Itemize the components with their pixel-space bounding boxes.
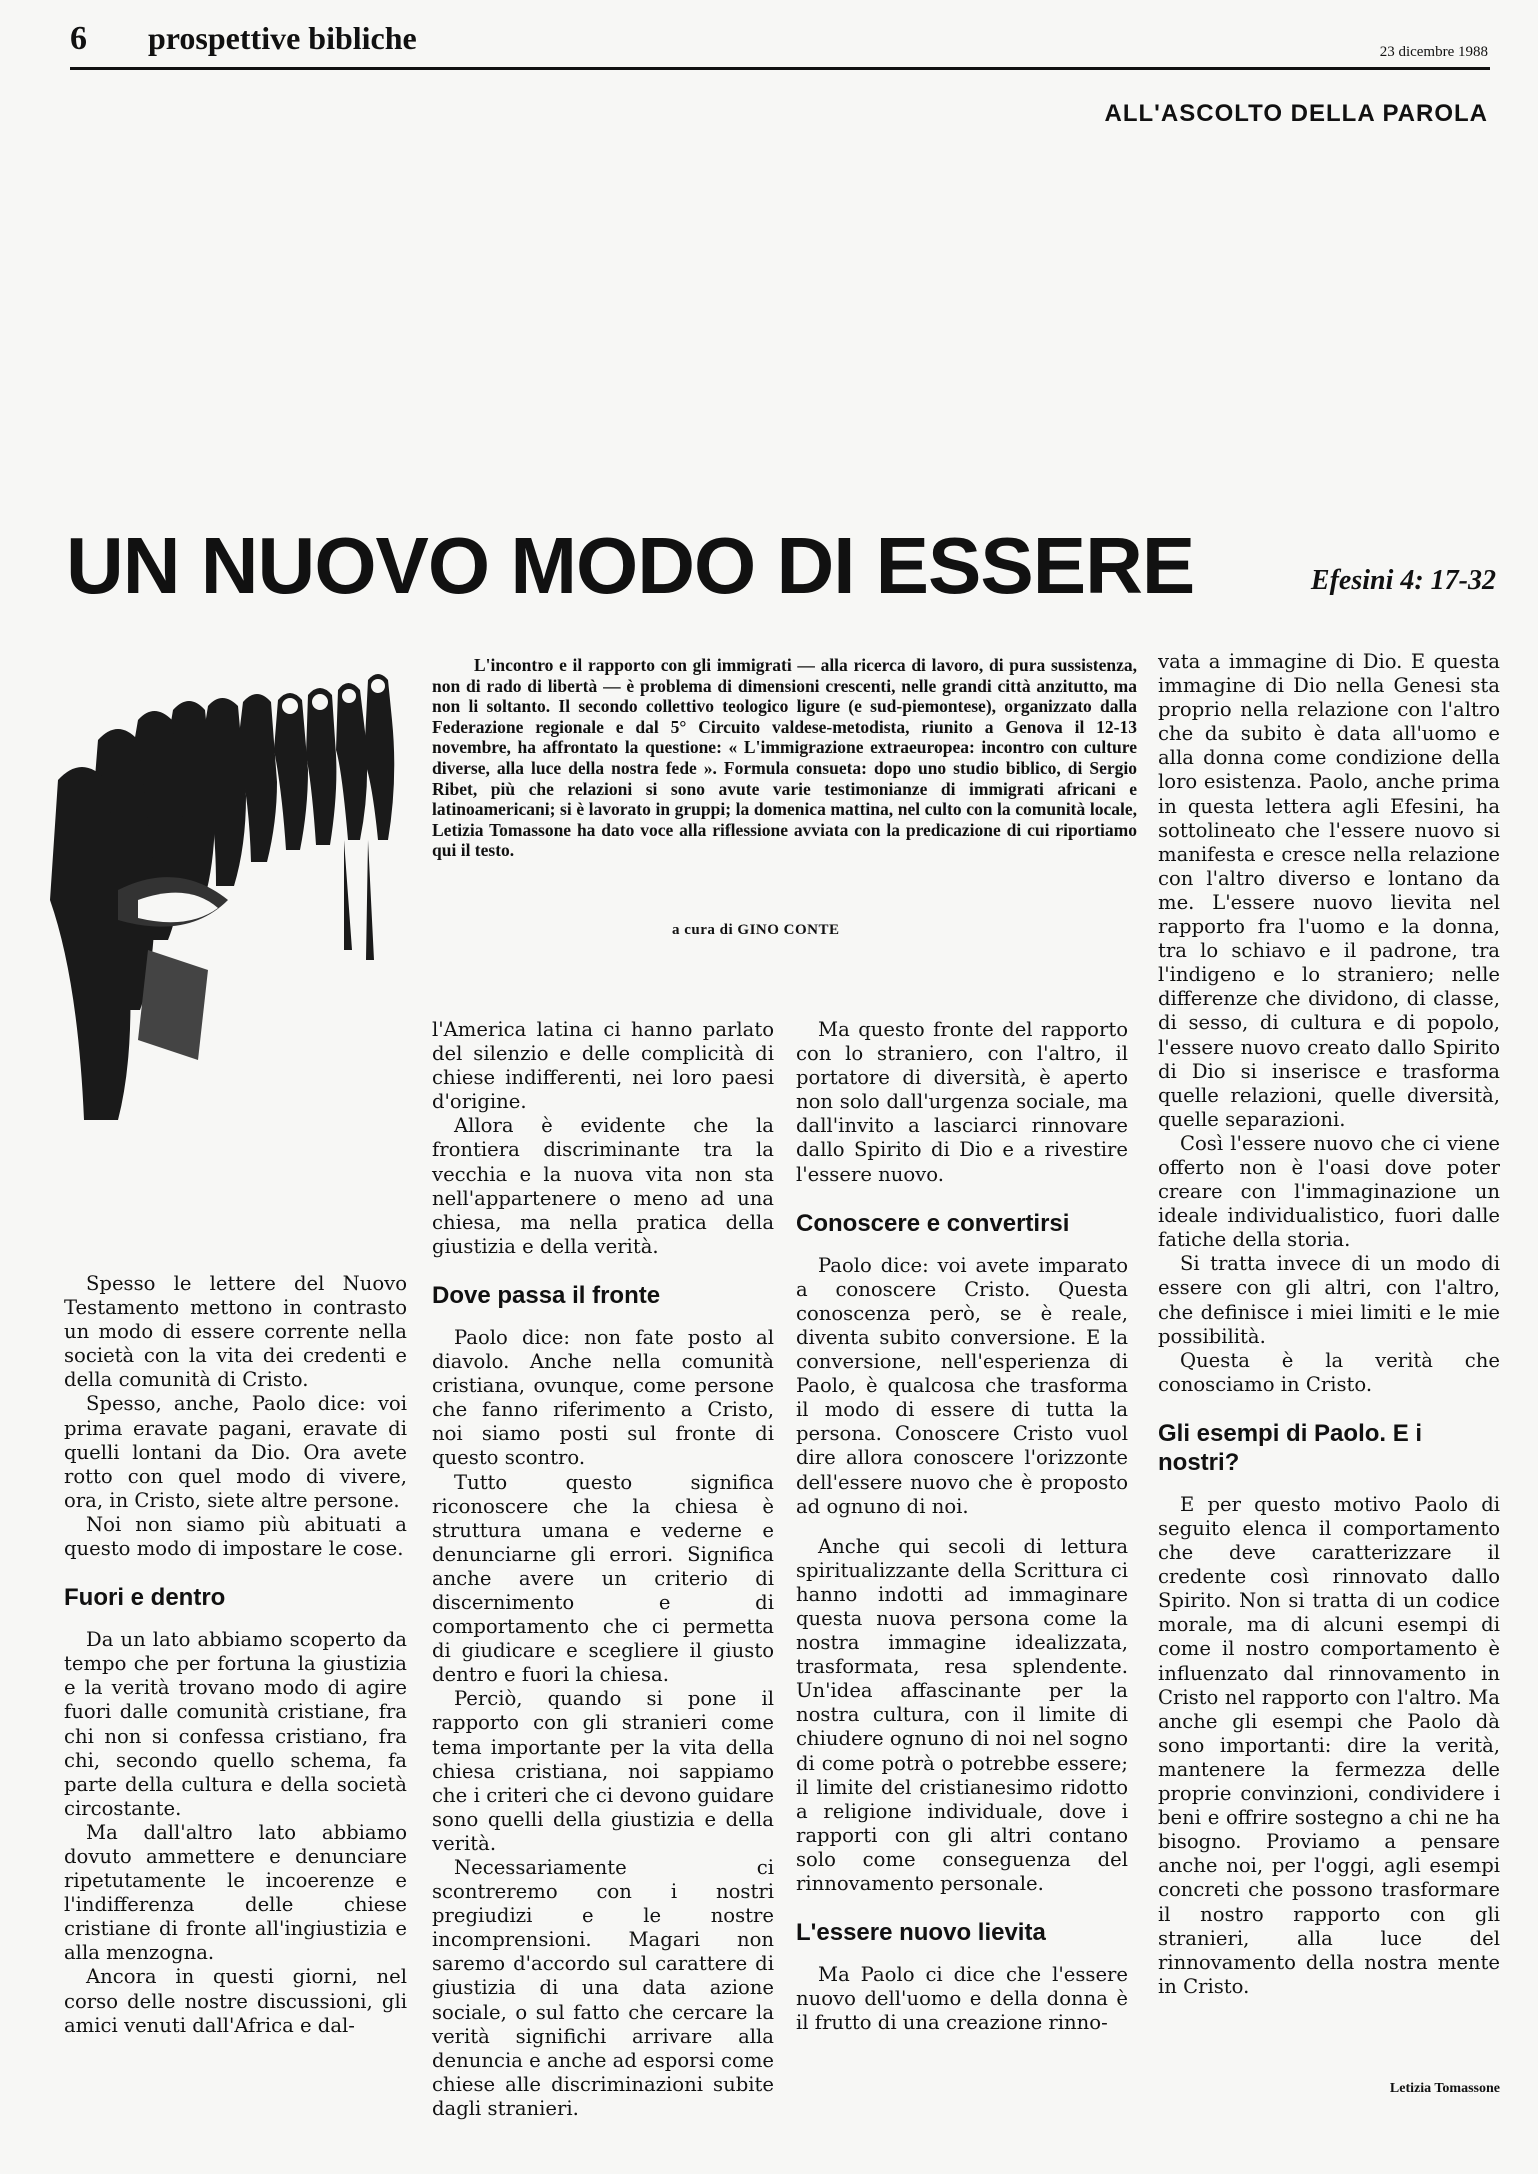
body-paragraph: Questa è la verità che conosciamo in Cristo. xyxy=(1158,1348,1500,1396)
body-paragraph: Spesso le lettere del Nuovo Testamento mettono in contrasto un modo di essere corrente nella società con la vita dei credenti e della comunità di Cristo. xyxy=(64,1272,407,1392)
body-paragraph: vata a immagine di Dio. E questa immagine di Dio nella Genesi sta proprio nella relazione con l'altro che da subito è data all'uomo e alla donna come condizione della loro esistenza. Paolo, anche prima in questa lettera agli Efesini, ha sottolineato che l'essere nuovo si manifesta e cresce nella relazione con l'altro diverso e lontano da me. L'essere nuovo lievita nel rapporto fra l'uomo e la donna, tra lo schiavo e il padrone, tra l'indigeno e lo straniero; nelle differenze che dividono, di classe, di sesso, di cultura e di popolo, l'essere nuovo creato dallo Spirito di Dio si inserisce e trasforma quelle relazioni, quelle diversità, quelle separazioni. xyxy=(1158,650,1500,1131)
body-paragraph: Ancora in questi giorni, nel corso delle nostre discussioni, gli amici venuti dall'Africa e dal- xyxy=(64,1965,407,2037)
body-paragraph: Da un lato abbiamo scoperto da tempo che per fortuna la giustizia e la verità trovano modo di agire fuori dalle comunità cristiane, fra chi non si confessa cristiano, fra chi, secondo quello schema, fa parte della cultura e della società circostante. xyxy=(64,1628,407,1820)
issue-date: 23 dicembre 1988 xyxy=(1379,44,1488,60)
column-2 xyxy=(432,1018,774,2121)
header-rule xyxy=(70,67,1490,70)
body-paragraph: Così l'essere nuovo che ci viene offerto non è l'oasi dove poter creare con l'immaginazione un ideale individualistico, fuori dalle fatiche della storia. xyxy=(1158,1131,1500,1252)
immigrants-queue-illustration xyxy=(38,650,408,1180)
column-4 xyxy=(1158,650,1500,1999)
page-number: 6 xyxy=(70,20,87,57)
body-paragraph: l'America latina ci hanno parlato del silenzio e delle complicità di chiese indifferenti, nei loro paesi d'origine. xyxy=(432,1018,774,1114)
body-paragraph: Si tratta invece di un modo di essere con gli altri, con l'altro, che definisce i miei limiti e le mie possibilità. xyxy=(1158,1252,1500,1348)
subheading-fuori-e-dentro: Fuori e dentro xyxy=(64,1584,226,1612)
body-paragraph: E per questo motivo Paolo di seguito elenca il comportamento che deve caratterizzare il credente così rinnovato dallo Spirito. Non si tratta di un codice morale, ma di alcuni esempi di come il nostro comportamento è influenzato dal rinnovamento in Cristo nel rapporto con l'altro. Ma anche gli esempi che Paolo dà sono importanti: dire la verità, mantenere la fermezza delle proprie convinzioni, condividere i beni e offrire sostegno a chi ne ha bisogno. Proviamo a pensare anche noi, per l'oggi, agli esempi concreti che possono trasformare il nostro rapporto con gli stranieri, alla luce del rinnovamento della nostra mente in Cristo. xyxy=(1158,1492,1500,1998)
body-paragraph: Ma Paolo ci dice che l'essere nuovo dell'uomo e della donna è il frutto di una creazione rinno- xyxy=(796,1963,1128,2035)
body-paragraph: Perciò, quando si pone il rapporto con gli stranieri come tema importante per la vita della chiesa cristiana, noi sappiamo che i criteri che ci devono guidare sono quelli della giustizia e della verità. xyxy=(432,1687,774,1855)
scripture-reference: Efesini 4: 17-32 xyxy=(1310,565,1496,596)
body-paragraph: Paolo dice: non fate posto al diavolo. Anche nella comunità cristiana, ovunque, come persone che fanno riferimento a Cristo, noi siamo posti sul fronte di questo scontro. xyxy=(432,1325,774,1470)
headline: UN NUOVO MODO DI ESSERE xyxy=(66,521,1195,610)
subheading-conoscere-e-convertirsi: Conoscere e convertirsi xyxy=(796,1209,1070,1237)
body-paragraph: Tutto questo significa riconoscere che la chiesa è struttura umana e vederne e denunciarne gli errori. Significa anche avere un criterio di discernimento e di comportamento che ci permetta di giudicare e scegliere il giusto dentro e fuori la chiesa. xyxy=(432,1470,774,1687)
column-3 xyxy=(796,1018,1128,2035)
body-paragraph: Noi non siamo più abituati a questo modo di impostare le cose. xyxy=(64,1512,407,1561)
body-paragraph: Ma questo fronte del rapporto con lo straniero, con l'altro, il portatore di diversità, è aperto non solo dall'urgenza sociale, ma dall'invito a lasciarci rinnovare dallo Spirito di Dio e a rivestire l'essere nuovo. xyxy=(796,1018,1128,1186)
intro-paragraph: L'incontro e il rapporto con gli immigrati — alla ricerca di lavoro, di pura sussistenza, non di rado di libertà — è problema di dimensioni crescenti, nelle grandi città anzitutto, ma non li soltanto. Il secondo collettivo teologico ligure (e sud-piemontese), organizzato dalla Federazione regionale e dal 5° Circuito valdese-metodista, riunito a Genova il 12-13 novembre, ha affrontato la questione: « L'immigrazione extraeuropea: incontro con culture diverse, alla luce della nostra fede ». Formula consueta: dopo uno studio biblico, di Sergio Ribet, più che relazioni si sono avute varie testimonianze di immigrati africani e latinoamericani; si è lavorato in gruppi; la domenica mattina, nel culto con la comunità locale, Letizia Tomassone ha dato voce alla riflessione avviata con la predicazione di cui riportiamo qui il testo. xyxy=(432,655,1137,861)
column-1 xyxy=(64,1272,407,2038)
subheading-essere-nuovo-lievita: L'essere nuovo lievita xyxy=(796,1919,1046,1947)
section-rubric: ALL'ASCOLTO DELLA PAROLA xyxy=(1104,100,1488,127)
author-signature: Letizia Tomassone xyxy=(1389,2081,1500,2096)
subheading-gli-esempi-di-paolo: Gli esempi di Paolo. E i nostri? xyxy=(1158,1419,1423,1476)
subheading-dove-passa-il-fronte: Dove passa il fronte xyxy=(432,1281,661,1309)
body-paragraph: Allora è evidente che la frontiera discriminante tra la vecchia e la nuova vita non sta nell'appartenere o meno ad una chiesa, ma nella pratica della giustizia e della verità. xyxy=(432,1114,774,1258)
body-paragraph: Ma dall'altro lato abbiamo dovuto ammettere e denunciare ripetutamente le incoerenze e l'indifferenza delle chiese cristiane di fronte all'ingiustizia e alla menzogna. xyxy=(64,1820,407,1965)
body-paragraph: Anche qui secoli di lettura spiritualizzante della Scrittura ci hanno indotti ad immaginare questa nuova persona come la nostra immagine idealizzata, trasformata, resa splendente. Un'idea affascinante per la nostra cultura, con il limite di chiudere ognuno di noi nel sogno di come potrà o potrebbe essere; il limite del cristianesimo ridotto a religione individuale, dove i rapporti con gli altri contano solo come conseguenza del rinnovamento personale. xyxy=(796,1534,1128,1895)
curator-credit: a cura di GINO CONTE xyxy=(672,922,840,938)
body-paragraph: Spesso, anche, Paolo dice: voi prima eravate pagani, eravate di quelli lontani da Dio. Ora avete rotto con quel modo di vivere, ora, in Cristo, siete altre persone. xyxy=(64,1392,407,1512)
body-paragraph: Necessariamente ci scontreremo con i nostri pregiudizi e le nostre incomprensioni. Magari non saremo d'accordo sul carattere di giustizia di una data azione sociale, o sul fatto che cercare la verità significhi arrivare alla denuncia e anche ad esporsi come chiese alle discriminazioni subite dagli stranieri. xyxy=(432,1856,774,2120)
publication-name: prospettive bibliche xyxy=(148,20,417,56)
body-paragraph: Paolo dice: voi avete imparato a conoscere Cristo. Questa conoscenza però, se è reale, diventa subito conversione. E la conversione, nell'esperienza di Paolo, è qualcosa che trasforma il modo di essere di tutta la persona. Conoscere Cristo vuol dire allora conoscere l'orizzonte dell'essere nuovo che è proposto ad ognuno di noi. xyxy=(796,1253,1128,1518)
